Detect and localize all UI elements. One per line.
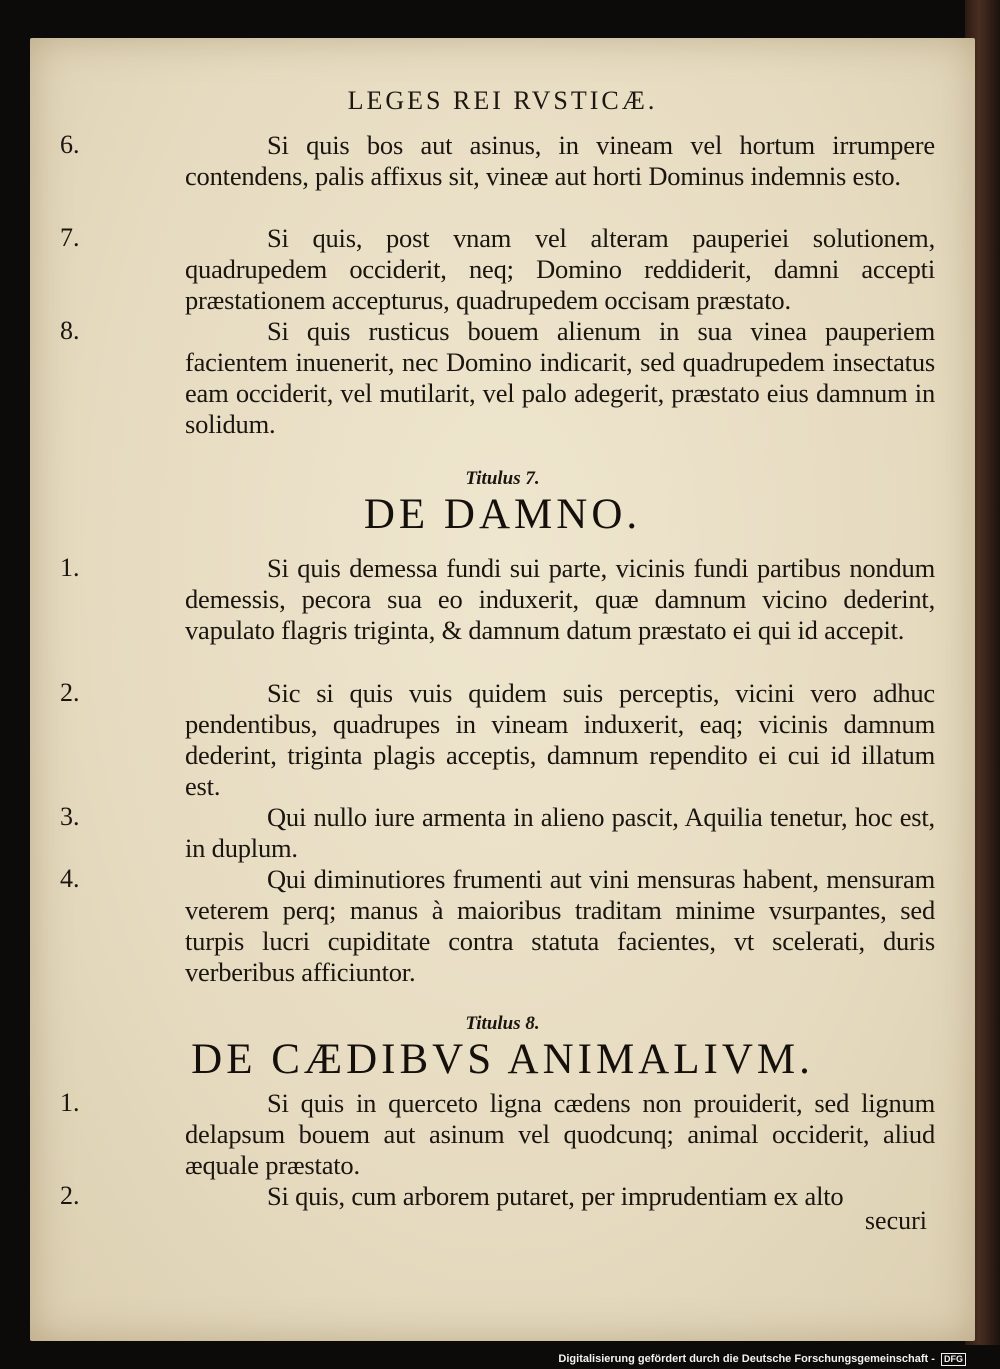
book-page: [30, 38, 975, 1341]
list-item: [60, 802, 935, 864]
item-number: 3.: [60, 802, 80, 831]
item-text: Si quis bos aut asinus, in vineam vel hortum irrumpere contendens, palis affixus sit, vineæ aut horti Dominus indemnis esto.: [185, 130, 935, 191]
footer-credit: [558, 1353, 966, 1366]
list-item: [60, 678, 935, 802]
item-text: Si quis demessa fundi sui parte, vicinis fundi partibus nondum demessis, pecora sua eo induxerit, quæ damnum vicino dederint, vapulato flagris triginta, & damnum datum præstato ei qui id accepit.: [185, 553, 935, 645]
list-item: [60, 1088, 935, 1181]
running-head: LEGES REI RVSTICÆ.: [347, 86, 658, 115]
list-item: [60, 1181, 935, 1212]
item-number: 1.: [60, 1088, 80, 1117]
list-item: [60, 864, 935, 988]
dfg-logo: DFG: [941, 1353, 966, 1366]
item-number: 2.: [60, 678, 80, 707]
item-number: 7.: [60, 223, 80, 252]
item-number: 8.: [60, 316, 80, 345]
item-number: 2.: [60, 1181, 80, 1210]
item-text: Qui nullo iure armenta in alieno pascit, Aquilia tenetur, hoc est, in duplum.: [185, 802, 935, 863]
catchword: securi: [864, 1206, 927, 1235]
item-text: Qui diminutiores frumenti aut vini mensuras habent, mensuram veterem perq; manus à maioribus traditam minime vsurpantes, sed turpis lucri cupiditate contra statuta facientes, vt scelerati, duris verberibus afficiuntor.: [185, 864, 935, 987]
list-item: [60, 316, 935, 440]
list-item: [60, 130, 935, 192]
titulus-label: Titulus 7.: [465, 468, 540, 489]
section-title: DE DAMNO.: [363, 491, 642, 538]
item-text: Sic si quis vuis quidem suis perceptis, vicini vero adhuc pendentibus, quadrupes in vineam induxerit, eaq; vicinis damnum dederint, triginta plagis acceptis, damnum rependito ei cui id illatum est.: [185, 678, 935, 801]
list-item: [60, 223, 935, 316]
item-number: 6.: [60, 130, 80, 159]
item-number: 1.: [60, 553, 80, 582]
section-title: DE CÆDIBVS ANIMALIVM.: [191, 1036, 814, 1083]
item-text: Si quis, post vnam vel alteram pauperiei solutionem, quadrupedem occiderit, neq; Domino reddiderit, damni accepti præstationem accepturus, quadrupedem occisam præstato.: [185, 223, 935, 315]
item-number: 4.: [60, 864, 80, 893]
item-text: Si quis rusticus bouem alienum in sua vinea pauperiem facientem inuenerit, nec Domino indicarit, sed quadrupedem insectatus eam occiderit, vel mutilarit, vel palo adegerit, præstato eius damnum in solidum.: [185, 316, 935, 439]
list-item: [60, 553, 935, 646]
item-text: Si quis, cum arborem putaret, per imprudentiam ex alto: [267, 1181, 844, 1211]
item-text: Si quis in querceto ligna cædens non prouiderit, sed lignum delapsum bouem aut asinum vel quodcunq; animal occiderit, aliud æquale præstato.: [185, 1088, 935, 1180]
titulus-label: Titulus 8.: [465, 1013, 540, 1034]
footer-text: Digitalisierung gefördert durch die Deutsche Forschungsgemeinschaft -: [558, 1353, 935, 1365]
